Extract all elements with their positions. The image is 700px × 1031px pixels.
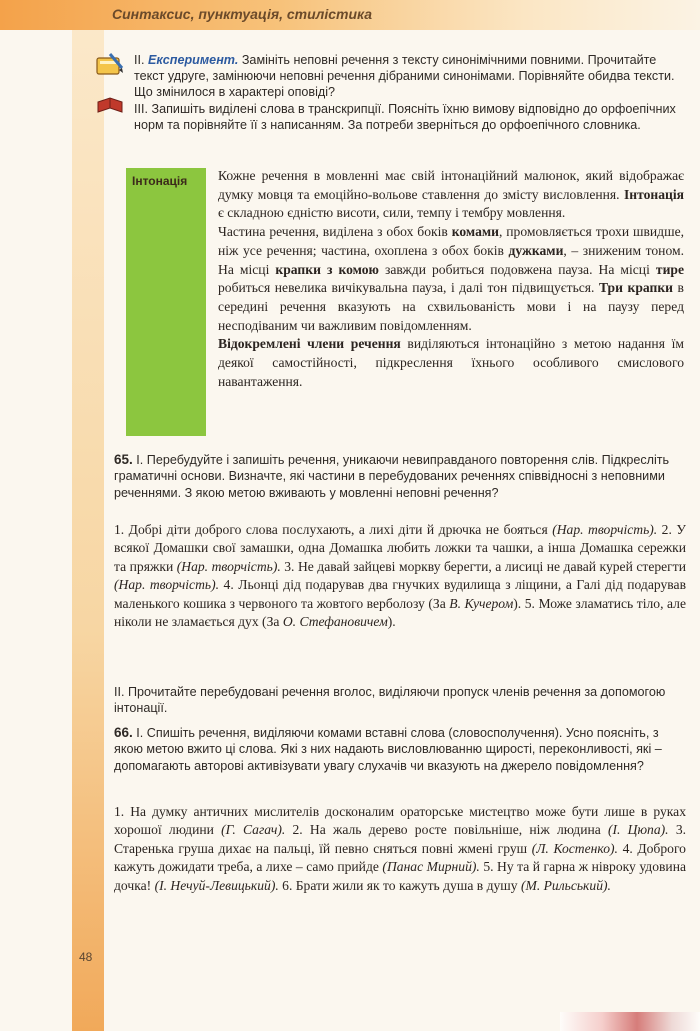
ex65-s1: 1. Добрі діти доброго слова послухають, а лихі діти й дрючка не бояться bbox=[114, 522, 548, 537]
ex66-s2-source: (І. Цюпа). bbox=[608, 822, 669, 838]
ex66-s5-source: (І. Нечуй-Левицький). bbox=[154, 877, 279, 893]
ex65-s2: 2. У всякої Домашки свої замашки, одна Домашка любить ложки та чашки, а інша Домашка сережки та пряжки bbox=[114, 522, 686, 574]
page-number: 48 bbox=[79, 950, 93, 964]
notebook-pencil-icon bbox=[96, 52, 124, 76]
theory-p2-e: , – зниженим тоном. На місці bbox=[218, 242, 684, 277]
ex65-s4-end: ). 5. Може зламатись тіло, але ніколи не зламається дух (За bbox=[114, 595, 686, 630]
theory-p2-c: , промовляється трохи швидше, ніж усе речення; частина, охоплена з обох боків bbox=[218, 224, 684, 258]
task-part-2 bbox=[134, 52, 686, 101]
ex66-s5: 5. Ну та й гарна ж нівроку удовина дочка! bbox=[114, 859, 686, 893]
theory-p2-g: завжди робиться подовжена пауза. На місці bbox=[384, 261, 650, 277]
transcription-text: III. Запишіть виділені слова в транскрипції. Поясніть їхню вимову відповідно до орфоепічних норм та порівняйте її з написанням. За потреби зверніться до орфоепічного словника. bbox=[134, 102, 676, 133]
ex65-s2-source: (Нар. творчість). bbox=[176, 558, 281, 574]
ex65-s5-source: О. Стефановичем bbox=[282, 614, 388, 630]
exercise-66-task bbox=[114, 725, 686, 774]
experiment-text: Замініть неповні речення з тексту синонімічними повними. Прочитайте текст удруге, замінюючи неповні речення дібраними синонімами. Порівняйте обидва тексти. Що змінилося в характері оповіді? bbox=[134, 53, 675, 100]
exercise-66-sentences bbox=[114, 803, 686, 895]
exercise-number: 65. bbox=[114, 452, 133, 467]
exercise-65-text: I. Перебудуйте і запишіть речення, уникаючи невиправданого повторення слів. Підкресліть граматичні основи. Визначте, які частини в перебудованих реченнях співвідносні з неповними реченнями. З якою метою вживають у мовленні неповні речення? bbox=[114, 453, 670, 500]
part-label: II. bbox=[134, 53, 145, 67]
ex66-s3: 3. Старенька груша дихає на пальці, їй певно сняться повні жмені груш bbox=[114, 822, 687, 856]
theory-text bbox=[218, 167, 684, 391]
exercise-65-sentences bbox=[114, 521, 686, 631]
theory-label-box bbox=[126, 168, 206, 436]
task-part-3 bbox=[134, 101, 686, 133]
theory-p1-a: Кожне речення в мовленні має свій інтонаційний малюнок, який відображає думку мовця та емоційно-вольове ставлення до змісту висловлення. bbox=[218, 168, 684, 202]
ex65-s5-end: ). bbox=[387, 614, 396, 630]
ex66-s4: 4. Доброго кажуть дожидати треба, а лихе – само прийде bbox=[114, 840, 686, 875]
theory-term-detached: Відокремлені члени речення bbox=[218, 336, 401, 352]
decorative-ornament bbox=[560, 1012, 700, 1031]
ex66-s4-source: (Панас Мирний). bbox=[382, 859, 480, 875]
theory-p2-k: в середині речення вказують на схвильованість мови і на паузу перед несподіваним чи важливим повідомленням. bbox=[218, 280, 684, 333]
ex65-s4: 4. Льонці дід подарував два гнучких вудилища з ліщини, а Галі дід подарував маленького кошика з червоного та жовтого верболозу (За bbox=[114, 577, 686, 611]
ex66-s1: 1. На думку античних мислителів досконалим ораторське мистецтво може бути лише в руках хорошої людини bbox=[114, 804, 686, 838]
ex65-s3: 3. Не давай зайцеві моркву берегти, а лисиці не давай курей стерегти bbox=[284, 558, 686, 574]
ex66-s1-source: (Г. Сагач). bbox=[221, 822, 286, 838]
theory-p2-a: Частина речення, виділена з обох боків bbox=[218, 224, 448, 240]
theory-term-intonation: Інтонація bbox=[623, 186, 684, 202]
ex65-s1-source: (Нар. творчість). bbox=[552, 522, 658, 537]
theory-term-brackets: дужками bbox=[508, 242, 564, 258]
ex66-s3-source: (Л. Костенко). bbox=[531, 840, 618, 856]
exercise-number: 66. bbox=[114, 725, 133, 740]
exercise-65-task bbox=[114, 452, 686, 501]
theory-label: Інтонація bbox=[132, 174, 188, 188]
exercise-65-task2-text: II. Прочитайте перебудовані речення вголос, виділяючи пропуск членів речення за допомогою інтонації. bbox=[114, 685, 666, 716]
theory-term-commas: комами bbox=[451, 224, 499, 240]
page-margin-stripe bbox=[72, 30, 104, 1031]
exercise-66-text: I. Спишіть речення, виділяючи комами вставні слова (словосполучення). Усно поясніть, з якою метою вжито ці слова. Які з них надають висловлюванню щирості, переконливості, які – допомагають авторові активізувати увагу слухачів чи вказують на джерело повідомлення? bbox=[114, 726, 662, 773]
exercise-65-task-2 bbox=[114, 684, 686, 717]
theory-term-semicolon: крапки з комою bbox=[275, 261, 379, 277]
ex66-s6-source: (М. Рильський). bbox=[520, 877, 611, 893]
book-marker-icon bbox=[96, 96, 124, 116]
experiment-label: Експеримент. bbox=[148, 53, 239, 67]
theory-p2-i: робиться невелика вичікувальна пауза, і далі тон підвищується. bbox=[218, 280, 595, 296]
chapter-title: Синтаксис, пунктуація, стилістика bbox=[112, 6, 373, 22]
ex66-s2: 2. На жаль дерево росте повільніше, ніж людина bbox=[292, 822, 601, 838]
theory-p3-b: виділяються інтонаційно з метою надання їм деякої самостійності, підкреслення їхнього особливого смислового навантаження. bbox=[218, 336, 684, 389]
theory-term-dash: тире bbox=[655, 261, 685, 277]
theory-p1-c: є складною єдністю висоти, сили, темпу і тембру мовлення. bbox=[218, 205, 566, 221]
theory-term-ellipsis: Три крапки bbox=[599, 280, 673, 296]
ex65-s4-source: В. Кучером bbox=[449, 595, 514, 611]
ex65-s3-source: (Нар. творчість). bbox=[114, 577, 220, 593]
ex66-s6: 6. Брати жили як то кажуть душа в душу bbox=[282, 877, 518, 893]
